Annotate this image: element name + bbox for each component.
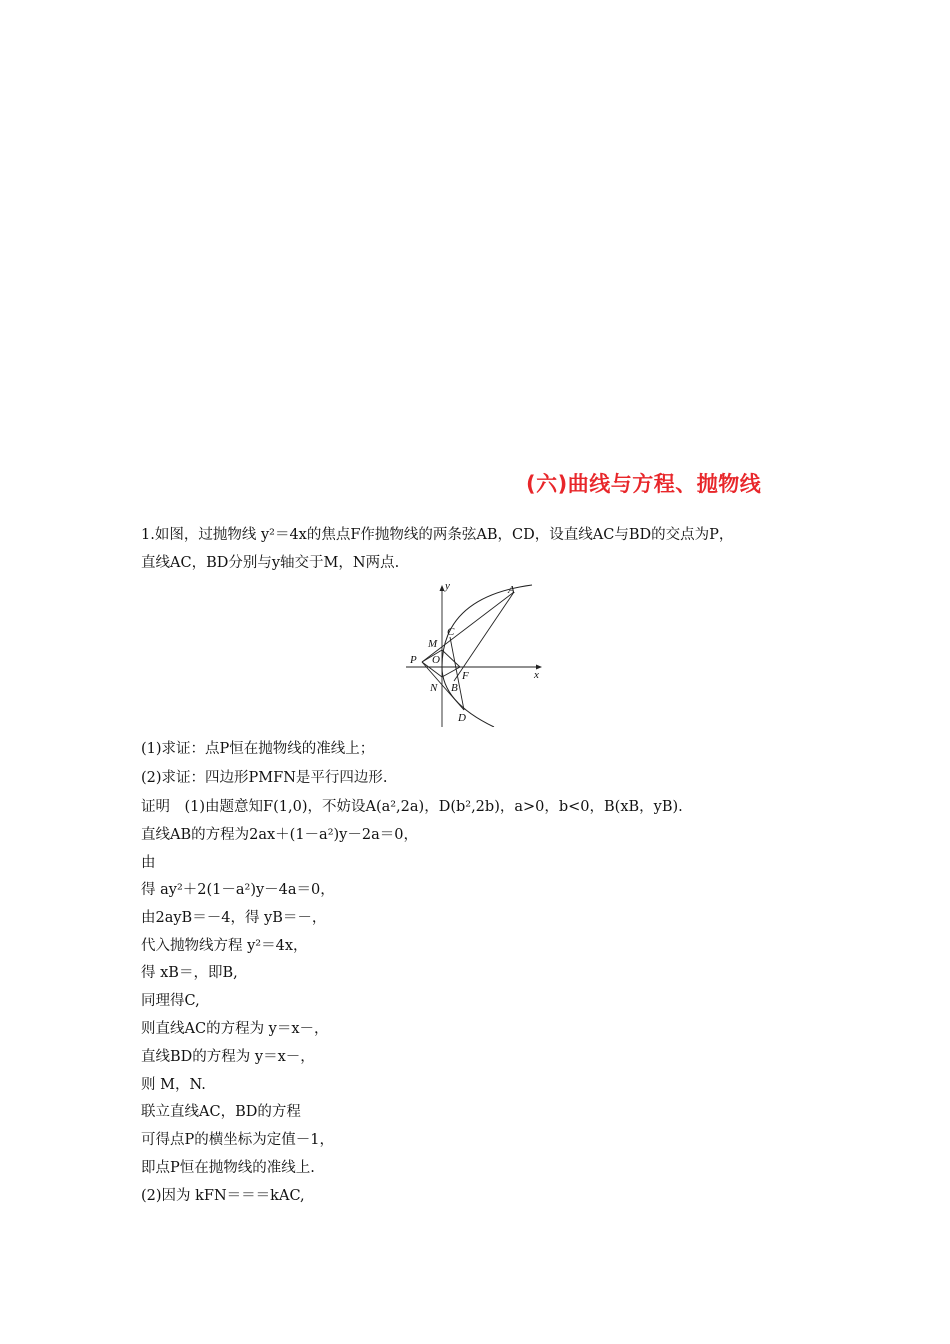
proof-line-1: 证明 (1)由题意知F(1,0)，不妨设A(a²,2a)，D(b²,2b)，a>0，b<0，B(xB，yB). bbox=[141, 799, 683, 815]
parabola-figure bbox=[404, 577, 550, 727]
section-title: (六)曲线与方程、抛物线 bbox=[526, 472, 762, 496]
label-m: M bbox=[428, 638, 438, 650]
label-p: P bbox=[410, 654, 417, 666]
proof-line-7: 得 xB＝，即B, bbox=[141, 965, 238, 981]
label-a: A bbox=[508, 584, 515, 596]
proof-line-14: 即点P恒在抛物线的准线上. bbox=[141, 1160, 315, 1176]
proof-line-15: (2)因为 kFN＝＝＝kAC, bbox=[141, 1188, 305, 1204]
proof-line-3: 由 bbox=[141, 855, 156, 871]
chord-ab bbox=[454, 592, 514, 681]
label-y: y bbox=[445, 580, 450, 592]
parabola-curve bbox=[442, 585, 532, 727]
label-d: D bbox=[458, 712, 466, 724]
label-o: O bbox=[432, 654, 440, 666]
segment-mf bbox=[442, 650, 460, 667]
question-1: (1)求证：点P恒在抛物线的准线上； bbox=[141, 741, 375, 757]
proof-line-11: 则 M，N. bbox=[141, 1077, 206, 1093]
label-f: F bbox=[462, 670, 469, 682]
proof-line-9: 则直线AC的方程为 y＝x－， bbox=[141, 1021, 329, 1037]
label-b: B bbox=[451, 682, 458, 694]
problem-line-2: 直线AC，BD分别与y轴交于M，N两点. bbox=[141, 555, 400, 571]
y-axis-arrow bbox=[440, 585, 445, 591]
label-c: C bbox=[447, 626, 455, 638]
problem-line-1: 1.如图，过抛物线 y²＝4x的焦点F作抛物线的两条弦AB，CD，设直线AC与BD的交点为P， bbox=[141, 527, 734, 543]
proof-line-13: 可得点P的横坐标为定值－1， bbox=[141, 1132, 334, 1148]
proof-line-12: 联立直线AC，BD的方程 bbox=[141, 1104, 301, 1120]
proof-line-8: 同理得C, bbox=[141, 993, 200, 1009]
proof-line-6: 代入抛物线方程 y²＝4x， bbox=[141, 938, 308, 954]
line-ac bbox=[422, 592, 514, 662]
label-n: N bbox=[430, 682, 438, 694]
question-2: (2)求证：四边形PMFN是平行四边形. bbox=[141, 770, 388, 786]
proof-line-2: 直线AB的方程为2ax＋(1－a²)y－2a＝0， bbox=[141, 827, 418, 843]
proof-line-5: 由2ayB＝－4，得 yB＝－， bbox=[141, 910, 327, 926]
label-x: x bbox=[534, 669, 539, 681]
proof-line-10: 直线BD的方程为 y＝x－， bbox=[141, 1049, 315, 1065]
proof-line-4: 得 ay²＋2(1－a²)y－4a＝0， bbox=[141, 882, 335, 898]
